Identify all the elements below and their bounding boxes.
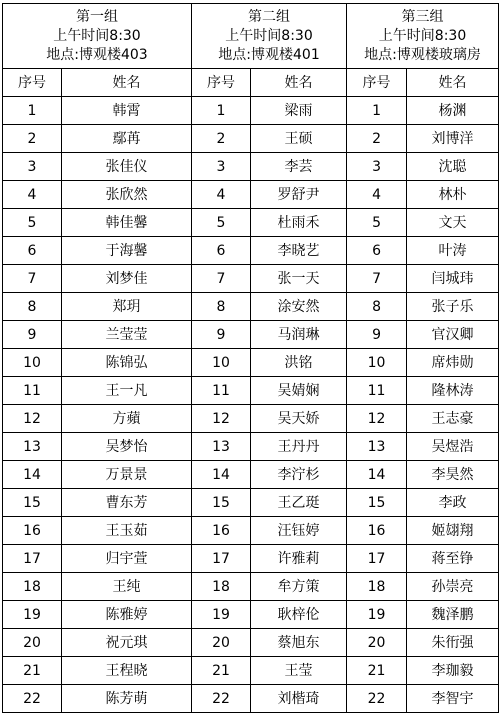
member-number: 18 (347, 573, 407, 601)
member-number: 20 (3, 629, 62, 657)
member-number: 14 (3, 461, 62, 489)
member-number: 2 (3, 125, 62, 153)
member-name: 蒋至铮 (407, 545, 499, 573)
member-number: 18 (192, 573, 251, 601)
table-row (3, 461, 499, 489)
member-name: 吴婧娴 (251, 377, 347, 405)
member-name: 姬翃翔 (407, 517, 499, 545)
member-name: 王纯 (62, 573, 192, 601)
member-name: 杨渊 (407, 97, 499, 125)
table-row (3, 489, 499, 517)
member-number: 3 (347, 153, 407, 181)
member-number: 13 (192, 433, 251, 461)
group-location: 地点:博观楼401 (218, 46, 320, 63)
member-number: 1 (3, 97, 62, 125)
table-row (3, 657, 499, 685)
member-name: 魏泽鹏 (407, 601, 499, 629)
group-header-3 (347, 4, 499, 69)
member-number: 2 (347, 125, 407, 153)
member-name: 李珈毅 (407, 657, 499, 685)
member-name: 李政 (407, 489, 499, 517)
group-location: 地点:博观楼玻璃房 (364, 46, 481, 63)
member-name: 孙崇亮 (407, 573, 499, 601)
member-number: 15 (347, 489, 407, 517)
table-row (3, 685, 499, 713)
member-number: 6 (347, 237, 407, 265)
member-number: 1 (347, 97, 407, 125)
member-name: 于海馨 (62, 237, 192, 265)
table-row (3, 517, 499, 545)
member-name: 李智宇 (407, 685, 499, 713)
member-name: 许雅莉 (251, 545, 347, 573)
member-name: 郑玥 (62, 293, 192, 321)
member-number: 5 (3, 209, 62, 237)
table-row (3, 181, 499, 209)
member-number: 9 (192, 321, 251, 349)
member-number: 18 (3, 573, 62, 601)
member-name: 蔡旭东 (251, 629, 347, 657)
member-name: 吴煜浩 (407, 433, 499, 461)
table-row (3, 321, 499, 349)
member-number: 14 (347, 461, 407, 489)
member-number: 12 (3, 405, 62, 433)
member-name: 归宇萱 (62, 545, 192, 573)
group-time: 上午时间8:30 (53, 27, 141, 44)
member-name: 张子乐 (407, 293, 499, 321)
group-time: 上午时间8:30 (225, 27, 313, 44)
member-name: 曹东芳 (62, 489, 192, 517)
column-header-no: 序号 (347, 69, 407, 97)
member-number: 15 (192, 489, 251, 517)
member-name: 王莹 (251, 657, 347, 685)
member-number: 9 (3, 321, 62, 349)
member-number: 20 (192, 629, 251, 657)
table-row (3, 573, 499, 601)
column-header-name: 姓名 (62, 69, 192, 97)
member-name: 祝元琪 (62, 629, 192, 657)
member-number: 17 (192, 545, 251, 573)
member-number: 5 (192, 209, 251, 237)
group-time: 上午时间8:30 (378, 27, 467, 44)
member-number: 20 (347, 629, 407, 657)
member-name: 牟方策 (251, 573, 347, 601)
group-header-1 (3, 4, 192, 69)
member-name: 朱衎强 (407, 629, 499, 657)
member-number: 16 (347, 517, 407, 545)
member-name: 洪铭 (251, 349, 347, 377)
member-name: 沈聪 (407, 153, 499, 181)
table-row (3, 153, 499, 181)
member-number: 7 (192, 265, 251, 293)
member-number: 21 (3, 657, 62, 685)
member-name: 罗舒尹 (251, 181, 347, 209)
member-name: 王一凡 (62, 377, 192, 405)
member-number: 21 (347, 657, 407, 685)
table-row (3, 125, 499, 153)
table-row (3, 293, 499, 321)
table-row (3, 629, 499, 657)
member-number: 9 (347, 321, 407, 349)
member-number: 6 (192, 237, 251, 265)
member-number: 15 (3, 489, 62, 517)
member-name: 方蘋 (62, 405, 192, 433)
member-number: 21 (192, 657, 251, 685)
member-name: 马润琳 (251, 321, 347, 349)
member-name: 兰莹莹 (62, 321, 192, 349)
member-name: 汪钰婷 (251, 517, 347, 545)
member-number: 11 (3, 377, 62, 405)
member-number: 8 (347, 293, 407, 321)
member-number: 2 (192, 125, 251, 153)
member-number: 4 (347, 181, 407, 209)
column-header-no: 序号 (3, 69, 62, 97)
member-name: 官汉卿 (407, 321, 499, 349)
member-name: 林朴 (407, 181, 499, 209)
member-name: 席炜勋 (407, 349, 499, 377)
column-header-name: 姓名 (407, 69, 499, 97)
member-name: 李昊然 (407, 461, 499, 489)
column-header-no: 序号 (192, 69, 251, 97)
member-number: 3 (192, 153, 251, 181)
member-name: 韩佳馨 (62, 209, 192, 237)
member-name: 隆林涛 (407, 377, 499, 405)
member-name: 刘楷琦 (251, 685, 347, 713)
member-number: 6 (3, 237, 62, 265)
member-number: 16 (192, 517, 251, 545)
member-name: 李泞杉 (251, 461, 347, 489)
member-number: 10 (347, 349, 407, 377)
member-name: 梁雨 (251, 97, 347, 125)
member-number: 17 (347, 545, 407, 573)
member-number: 10 (192, 349, 251, 377)
member-number: 12 (192, 405, 251, 433)
member-name: 王玉茹 (62, 517, 192, 545)
group-title: 第二组 (248, 8, 291, 25)
member-number: 17 (3, 545, 62, 573)
member-number: 16 (3, 517, 62, 545)
table-row (3, 265, 499, 293)
roster-table (2, 3, 499, 713)
member-number: 11 (347, 377, 407, 405)
group-header-row (3, 4, 499, 69)
member-number: 14 (192, 461, 251, 489)
member-number: 4 (3, 181, 62, 209)
column-header-row (3, 69, 499, 97)
member-name: 吴天娇 (251, 405, 347, 433)
member-name: 吴梦怡 (62, 433, 192, 461)
member-name: 王志豪 (407, 405, 499, 433)
member-name: 陈芳萌 (62, 685, 192, 713)
table-row (3, 601, 499, 629)
member-number: 19 (3, 601, 62, 629)
member-number: 7 (347, 265, 407, 293)
member-name: 韩霄 (62, 97, 192, 125)
member-number: 22 (347, 685, 407, 713)
member-number: 4 (192, 181, 251, 209)
member-name: 张佳仪 (62, 153, 192, 181)
member-number: 22 (192, 685, 251, 713)
member-number: 22 (3, 685, 62, 713)
member-number: 13 (3, 433, 62, 461)
column-header-name: 姓名 (251, 69, 347, 97)
member-name: 刘梦佳 (62, 265, 192, 293)
member-number: 13 (347, 433, 407, 461)
group-title: 第一组 (76, 8, 118, 25)
member-name: 涂安然 (251, 293, 347, 321)
member-name: 鄢苒 (62, 125, 192, 153)
member-number: 7 (3, 265, 62, 293)
member-number: 1 (192, 97, 251, 125)
member-name: 张一天 (251, 265, 347, 293)
member-name: 王丹丹 (251, 433, 347, 461)
member-number: 19 (347, 601, 407, 629)
member-name: 闫城玮 (407, 265, 499, 293)
member-number: 8 (192, 293, 251, 321)
member-number: 10 (3, 349, 62, 377)
member-name: 李晓艺 (251, 237, 347, 265)
member-number: 5 (347, 209, 407, 237)
table-row (3, 545, 499, 573)
table-row (3, 433, 499, 461)
member-name: 王硕 (251, 125, 347, 153)
member-name: 张欣然 (62, 181, 192, 209)
table-row (3, 405, 499, 433)
member-name: 王乙珽 (251, 489, 347, 517)
group-location: 地点:博观楼403 (46, 46, 148, 63)
member-name: 王程晓 (62, 657, 192, 685)
member-number: 11 (192, 377, 251, 405)
table-row (3, 209, 499, 237)
member-number: 19 (192, 601, 251, 629)
member-name: 杜雨禾 (251, 209, 347, 237)
member-name: 万景景 (62, 461, 192, 489)
member-name: 陈雅婷 (62, 601, 192, 629)
member-number: 3 (3, 153, 62, 181)
table-row (3, 237, 499, 265)
group-header-2 (192, 4, 347, 69)
member-name: 耿梓伦 (251, 601, 347, 629)
table-row (3, 377, 499, 405)
member-number: 8 (3, 293, 62, 321)
member-name: 李芸 (251, 153, 347, 181)
member-name: 刘博洋 (407, 125, 499, 153)
member-number: 12 (347, 405, 407, 433)
table-row (3, 349, 499, 377)
member-name: 陈锦弘 (62, 349, 192, 377)
group-title: 第三组 (401, 8, 444, 25)
member-name: 叶涛 (407, 237, 499, 265)
member-name: 文天 (407, 209, 499, 237)
table-row (3, 97, 499, 125)
